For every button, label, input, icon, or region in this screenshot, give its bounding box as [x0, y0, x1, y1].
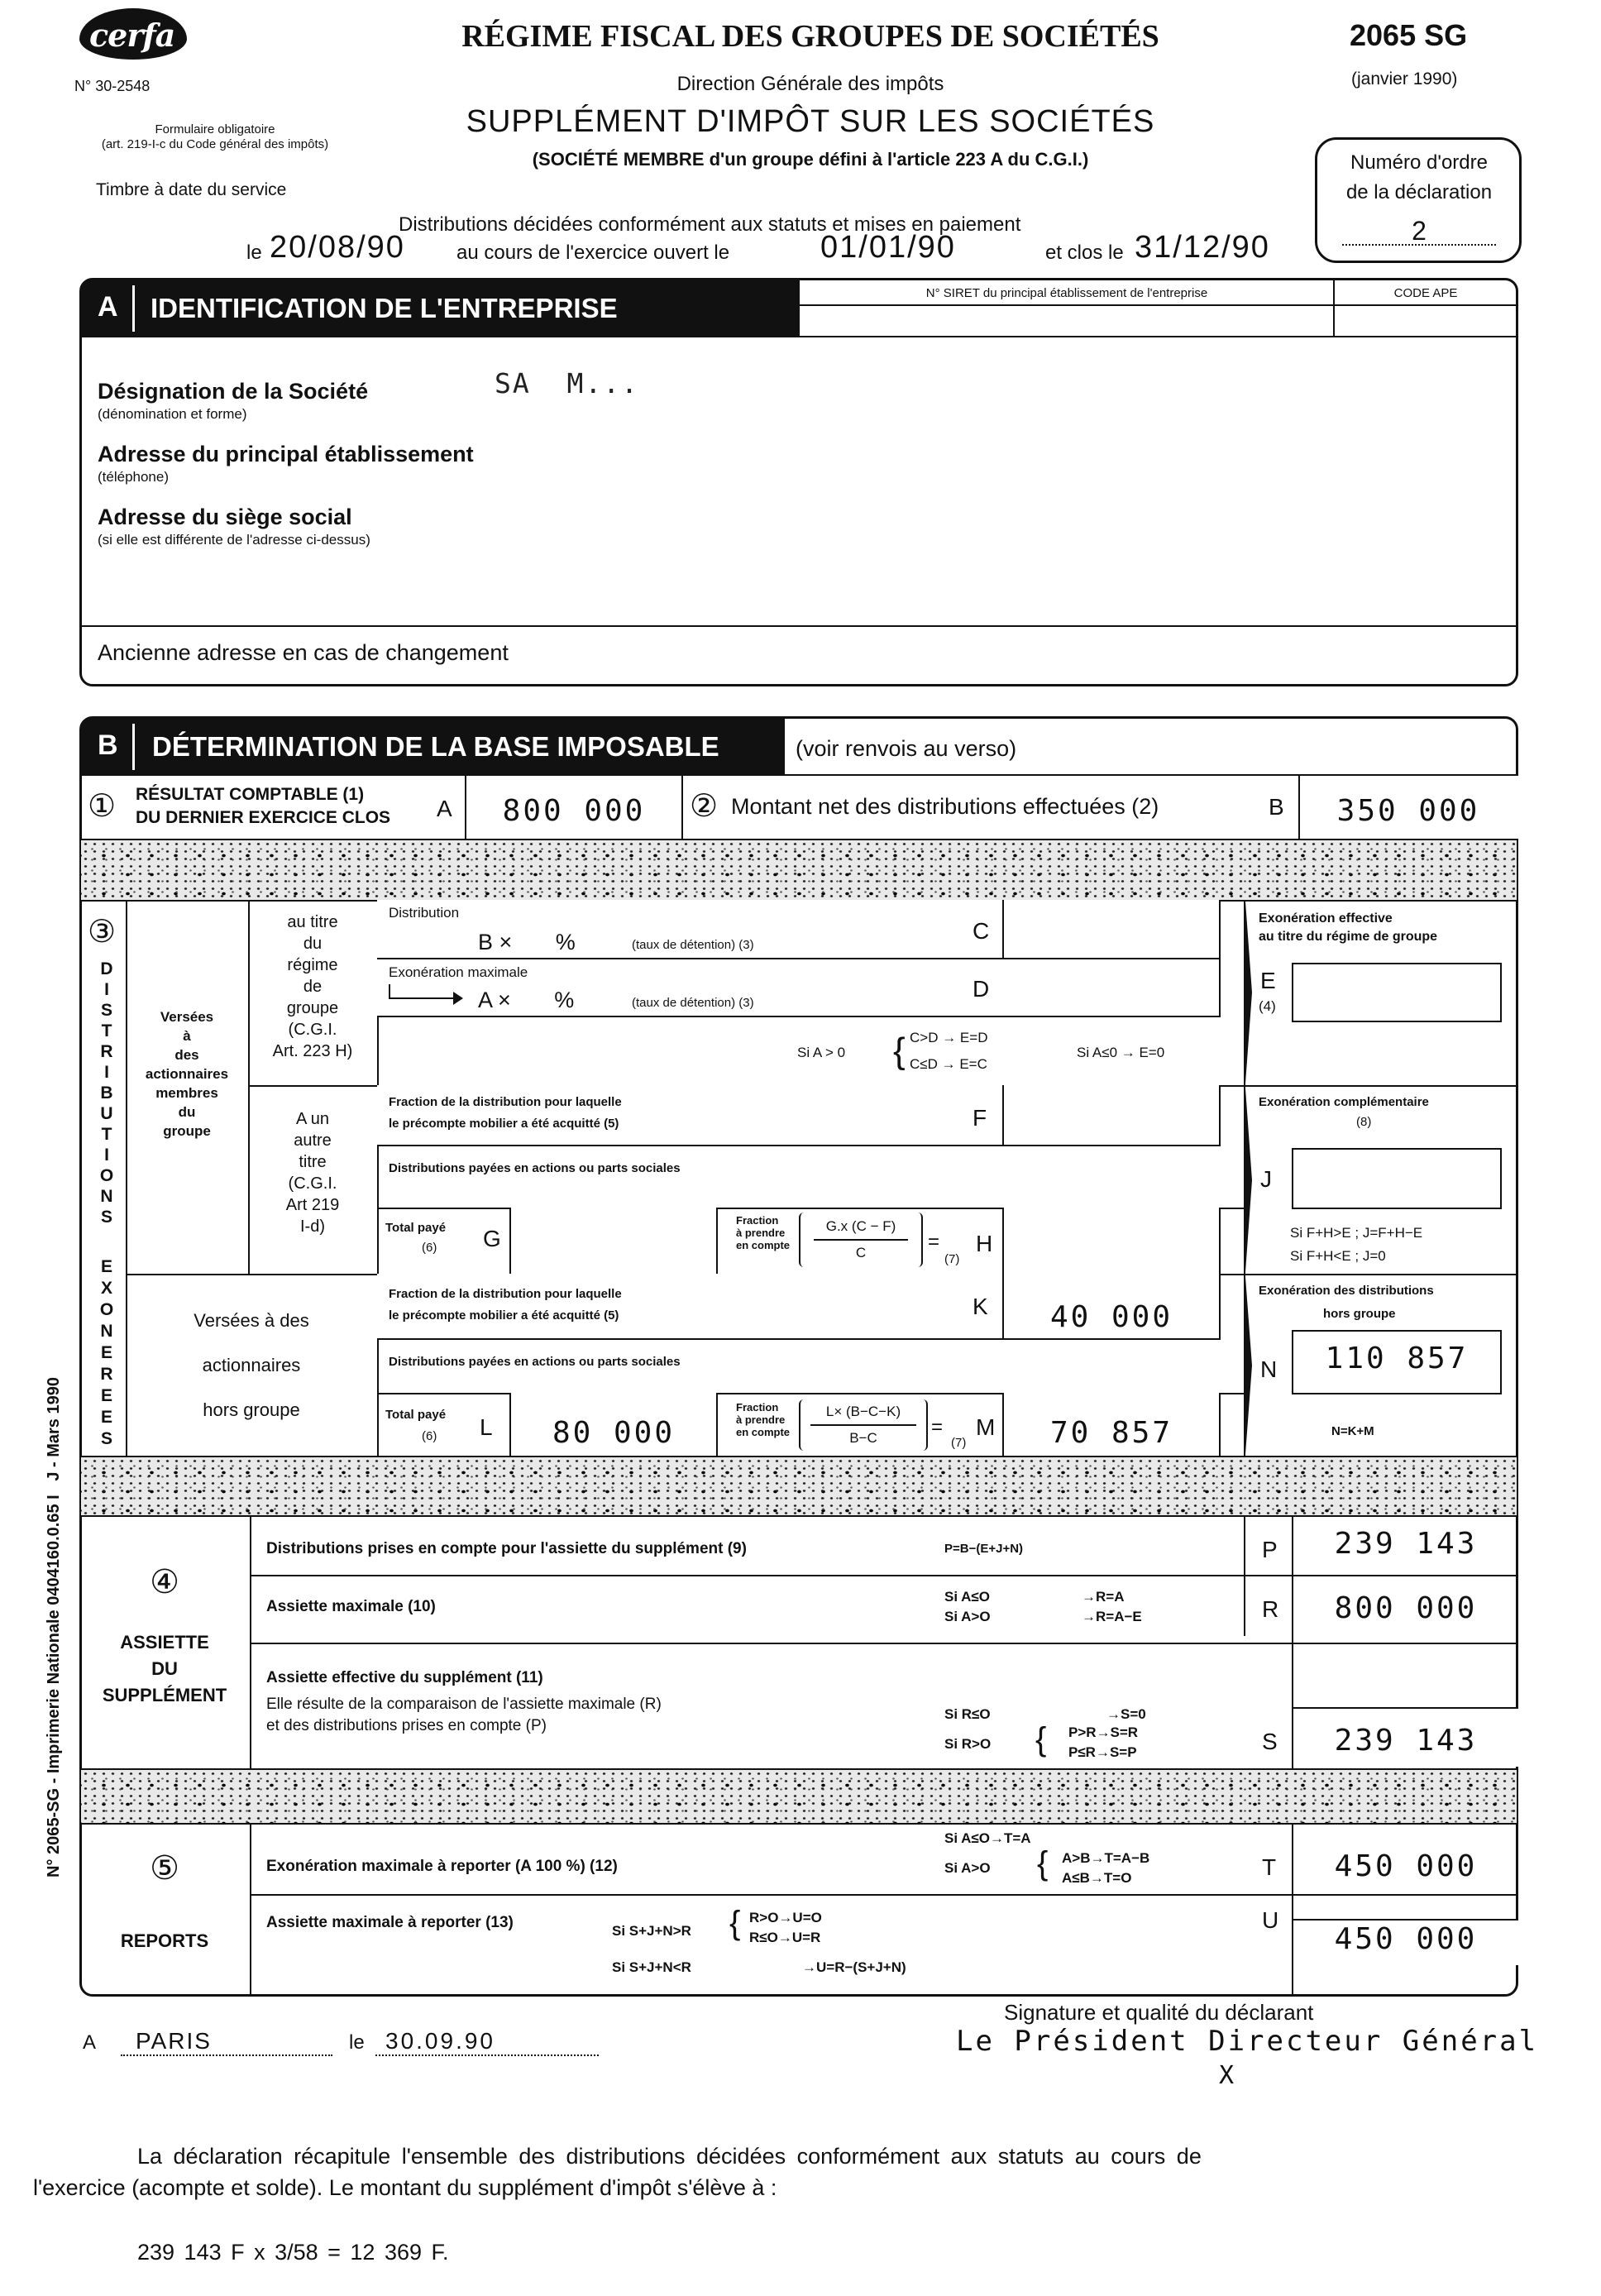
s-letter: S	[1262, 1729, 1278, 1754]
date-paiement: 20/08/90	[270, 230, 405, 265]
section-b-note: (voir renvois au verso)	[796, 736, 1017, 761]
montant-letter: B	[1269, 794, 1284, 820]
autitre-item: au titre	[287, 913, 338, 931]
note-line-2: l'exercice (acompte et solde). Le montant du supplément d'impôt s'élève à :	[33, 2175, 777, 2200]
v1-item: R	[100, 1042, 113, 1061]
p-formula: P=B−(E+J+N)	[944, 1542, 1024, 1556]
h-denominator: C	[855, 1245, 867, 1260]
j-cond-1: Si F+H>E ; J=F+H−E	[1290, 1225, 1423, 1241]
resultat-label-1: RÉSULTAT COMPTABLE (1)	[136, 785, 365, 804]
r-cond-1: Si A≤O	[944, 1589, 990, 1605]
t-cond-2: Si A>O	[944, 1860, 991, 1876]
form-title: RÉGIME FISCAL DES GROUPES DE SOCIÉTÉS	[461, 19, 1159, 54]
g-value-box[interactable]	[509, 1208, 718, 1274]
v1-item: B	[100, 1083, 113, 1103]
h-letter: H	[976, 1231, 993, 1256]
u-res-1a: R>O→U=O	[749, 1910, 822, 1925]
autitre-item: groupe	[286, 999, 339, 1017]
footer-a: A	[83, 2031, 97, 2054]
l-note: (6)	[422, 1429, 437, 1443]
cond-si-a-pos: Si A > 0	[797, 1045, 846, 1060]
timbre-label: Timbre à date du service	[96, 180, 287, 199]
exo-max-label: Exonération maximale	[389, 964, 528, 980]
resultat-letter: A	[437, 796, 452, 821]
numero-ordre-box[interactable]: Numéro d'ordre de la déclaration 2	[1315, 137, 1522, 263]
t-cond-1: Si A≤O→T=A	[944, 1830, 1031, 1846]
versees-item: Versées	[160, 1009, 214, 1025]
r-cond-2: Si A>O	[944, 1609, 991, 1624]
c-formula: B × %	[478, 930, 576, 954]
section-b-letter: B	[98, 729, 118, 761]
form-edition: (janvier 1990)	[1351, 69, 1458, 88]
v1-item: D	[100, 959, 113, 978]
r-label: Assiette maximale (10)	[266, 1598, 436, 1615]
h-fraction-label: Fraction à prendre en compte	[736, 1214, 791, 1251]
autitre-item: du	[303, 935, 323, 953]
resultat-num: ①	[88, 789, 117, 824]
cond-c-le-d: C≤D → E=C	[910, 1056, 987, 1072]
hors-item: hors groupe	[203, 1399, 300, 1420]
m-note: (7)	[951, 1436, 967, 1450]
d-letter: D	[973, 976, 990, 1002]
v1-item: S	[100, 1001, 112, 1020]
v1-item: U	[100, 1104, 113, 1123]
designation-label: Désignation de la Société	[98, 379, 369, 404]
section3-num: ③	[88, 915, 117, 949]
montant-value: 350 000	[1336, 794, 1480, 828]
footer-date[interactable]: 30.09.90	[385, 2028, 495, 2054]
v1-item: N	[100, 1187, 113, 1206]
v1-item: E	[100, 1386, 112, 1405]
adresse-siege-sub: (si elle est différente de l'adresse ci-dessus)	[98, 532, 370, 548]
hors-item: actionnaires	[202, 1355, 301, 1375]
j-value-box[interactable]	[1292, 1148, 1502, 1209]
s-res-1: →S=0	[1106, 1706, 1146, 1722]
t-res-2a: A>B→T=A−B	[1062, 1850, 1150, 1866]
designation-sub: (dénomination et forme)	[98, 406, 247, 422]
v1-item: E	[100, 1408, 112, 1427]
cond-si-a-neg: Si A≤0 → E=0	[1077, 1045, 1165, 1060]
c-taux: (taux de détention) (3)	[632, 938, 754, 952]
u-res-1b: R≤O→U=R	[749, 1930, 821, 1945]
date-clos: 31/12/90	[1135, 230, 1270, 265]
h-value-box[interactable]	[1002, 1208, 1221, 1274]
designation-value[interactable]: SA M...	[495, 367, 639, 399]
montant-label: Montant net des distributions effectuées (2)	[731, 794, 1159, 819]
u-value: 450 000	[1334, 1922, 1478, 1956]
autitre-item: Art. 223 H)	[272, 1042, 353, 1060]
v1-item: T	[101, 1125, 112, 1144]
u-cond-2: Si S+J+N<R	[612, 1959, 691, 1975]
t-res-2b: A≤B→T=O	[1062, 1870, 1132, 1886]
v1-item: S	[100, 1208, 112, 1227]
exo-comp-note: (8)	[1356, 1115, 1372, 1129]
payees-actions-hors-label: Distributions payées en actions ou parts sociales	[389, 1355, 681, 1369]
signature-label: Signature et qualité du déclarant	[1004, 2000, 1314, 2025]
versees-item: du	[178, 1104, 196, 1120]
fraction-f-label-1: Fraction de la distribution pour laquelle	[389, 1095, 622, 1109]
subtitle-membre: (SOCIÉTÉ MEMBRE d'un groupe défini à l'article 223 A du C.G.I.)	[532, 149, 1089, 170]
fraction-k-label-1: Fraction de la distribution pour laquelle	[389, 1287, 622, 1301]
formulaire-article: (art. 219-I-c du Code général des impôts)	[101, 137, 329, 151]
u-label: Assiette maximale à reporter (13)	[266, 1914, 514, 1931]
v1-item: I	[104, 1146, 109, 1165]
s-res-2a: P>R→S=R	[1068, 1724, 1139, 1740]
siret-label: N° SIRET du principal établissement de l'entreprise	[925, 286, 1208, 300]
m-value: 70 857	[1049, 1416, 1173, 1450]
section-a-letter: A	[98, 291, 118, 323]
autre-item: (C.G.I.	[288, 1174, 337, 1193]
section4-num: ④	[150, 1564, 179, 1600]
n-value: 110 857	[1325, 1342, 1469, 1375]
v1-item: O	[99, 1166, 114, 1185]
v1-item: O	[99, 1300, 114, 1319]
total-paye-l-label: Total payé	[385, 1408, 447, 1422]
v1-item: S	[100, 1429, 112, 1448]
exercice-ouvert-label: au cours de l'exercice ouvert le	[456, 242, 730, 264]
autitre-item: (C.G.I.	[288, 1021, 337, 1039]
autitre-item: régime	[287, 956, 338, 974]
r-res-1: →R=A	[1082, 1589, 1125, 1605]
p-letter: P	[1262, 1537, 1278, 1562]
d-taux: (taux de détention) (3)	[632, 996, 754, 1010]
v1-item: N	[100, 1322, 113, 1341]
note-line-1: La déclaration récapitule l'ensemble des distributions décidées conformément aux statuts au cours de	[137, 2144, 1202, 2169]
exo-effective-label-2: au titre du régime de groupe	[1259, 930, 1438, 944]
v1-item: I	[104, 980, 109, 999]
s-cond-2: Si R>O	[944, 1736, 992, 1752]
paiement-le: le	[246, 242, 262, 264]
fraction-k-label-2: le précompte mobilier a été acquitté (5)	[389, 1308, 619, 1323]
versees-item: des	[174, 1047, 199, 1063]
m-numerator: L× (B−C−K)	[825, 1404, 901, 1419]
section5-num: ⑤	[150, 1850, 179, 1887]
c-letter: C	[973, 918, 990, 944]
section-a-title: IDENTIFICATION DE L'ENTREPRISE	[151, 293, 618, 323]
j-letter: J	[1260, 1166, 1272, 1192]
section4-title: ASSIETTE DU SUPPLÉMENT	[102, 1632, 227, 1705]
adresse-principal-label: Adresse du principal établissement	[98, 442, 474, 466]
n-formula: N=K+M	[1331, 1424, 1374, 1438]
shaded-band-2	[81, 1457, 1517, 1515]
s-desc-1: Elle résulte de la comparaison de l'assiette maximale (R)	[266, 1696, 662, 1713]
autre-item: A un	[295, 1110, 330, 1128]
adresse-siege-label: Adresse du siège social	[98, 505, 352, 529]
cerfa-logo: cerfa	[79, 8, 187, 60]
section5-title: REPORTS	[120, 1930, 209, 1951]
p-label: Distributions prises en compte pour l'assiette du supplément (9)	[266, 1540, 747, 1557]
v1-item: X	[100, 1279, 112, 1298]
g-note: (6)	[422, 1241, 437, 1255]
cond-c-gt-d: C>D → E=D	[910, 1030, 988, 1045]
side-print-text: N° 2065-SG - Imprimerie Nationale 0404160.0.65 I J - Mars 1990	[45, 1377, 63, 1877]
u-letter: U	[1262, 1907, 1279, 1933]
form-code: 2065 SG	[1350, 18, 1468, 52]
s-desc-2: et des distributions prises en compte (P)	[266, 1717, 547, 1734]
k-letter: K	[973, 1294, 988, 1319]
g-letter: G	[483, 1226, 501, 1251]
section-b-title: DÉTERMINATION DE LA BASE IMPOSABLE	[152, 731, 719, 762]
s-label: Assiette effective du supplément (11)	[266, 1669, 543, 1686]
e-note: (4)	[1259, 998, 1276, 1014]
h-numerator: G.x (C − F)	[825, 1218, 896, 1234]
date-ouvert: 01/01/90	[820, 230, 956, 265]
u-cond-1: Si S+J+N>R	[612, 1923, 691, 1939]
s-value: 239 143	[1334, 1724, 1478, 1758]
d-value-field[interactable]	[1004, 961, 1219, 1016]
l-letter: L	[480, 1414, 493, 1440]
subtitle: SUPPLÉMENT D'IMPÔT SUR LES SOCIÉTÉS	[466, 104, 1155, 139]
form-number: N° 30-2548	[74, 78, 151, 94]
autitre-item: de	[303, 978, 323, 996]
ancienne-adresse-label: Ancienne adresse en cas de changement	[98, 640, 509, 665]
shaded-band-1	[81, 840, 1517, 900]
hors-item: Versées à des	[194, 1310, 309, 1331]
exo-max-arrow	[389, 984, 390, 997]
v1-item: E	[100, 1343, 112, 1362]
c-value-field[interactable]	[1004, 902, 1219, 958]
f-letter: F	[973, 1105, 987, 1131]
autre-item: Art 219	[285, 1196, 340, 1214]
adresse-principal-sub: (téléphone)	[98, 469, 170, 485]
versees-item: membres	[155, 1085, 218, 1101]
footer-le: le	[349, 2031, 365, 2054]
s-cond-1: Si R≤O	[944, 1706, 991, 1722]
versees-item: à	[183, 1028, 191, 1044]
e-value-box[interactable]	[1292, 963, 1502, 1022]
m-letter: M	[976, 1414, 996, 1440]
direction-label: Direction Générale des impôts	[676, 73, 944, 95]
exo-effective-label-1: Exonération effective	[1259, 911, 1393, 926]
d-formula: A × %	[478, 988, 575, 1012]
et-clos-label: et clos le	[1045, 242, 1124, 264]
s-res-2b: P≤R→S=P	[1068, 1744, 1137, 1760]
total-paye-label: Total payé	[385, 1221, 447, 1235]
e-letter: E	[1260, 968, 1276, 993]
resultat-value: 800 000	[502, 794, 646, 828]
k-value[interactable]: 40 000	[1049, 1300, 1173, 1334]
m-fraction-label: Fraction à prendre en compte	[736, 1401, 791, 1438]
fraction-f-label-2: le précompte mobilier a été acquitté (5)	[389, 1117, 619, 1131]
u-res-2: →U=R−(S+J+N)	[802, 1959, 906, 1975]
exo-hors-label-2: hors groupe	[1323, 1307, 1396, 1321]
versees-item: actionnaires	[145, 1066, 229, 1082]
autre-item: titre	[299, 1153, 327, 1171]
h-note: (7)	[944, 1252, 960, 1266]
l-value: 80 000	[552, 1416, 676, 1450]
r-value[interactable]: 800 000	[1334, 1591, 1478, 1625]
t-letter: T	[1262, 1854, 1277, 1880]
numero-ordre-value: 2	[1412, 216, 1427, 246]
shaded-band-3	[81, 1770, 1517, 1823]
footer-city[interactable]: PARIS	[136, 2028, 212, 2054]
note-calc: 239 143 F x 3/58 = 12 369 F.	[137, 2240, 449, 2265]
versees-item: groupe	[163, 1123, 211, 1139]
j-cond-2: Si F+H<E ; J=0	[1290, 1248, 1386, 1264]
r-letter: R	[1262, 1596, 1279, 1622]
formulaire-obligatoire: Formulaire obligatoire	[155, 122, 275, 136]
montant-num: ②	[690, 789, 719, 824]
exo-hors-label-1: Exonération des distributions	[1259, 1284, 1434, 1298]
r-res-2: →R=A−E	[1082, 1609, 1142, 1624]
distribution-label: Distribution	[389, 905, 460, 921]
m-denominator: B−C	[849, 1430, 877, 1446]
distributions-line: Distributions décidées conformément aux statuts et mises en paiement	[399, 213, 1021, 236]
p-value[interactable]: 239 143	[1334, 1527, 1478, 1561]
ape-label: CODE APE	[1393, 286, 1458, 300]
ape-field[interactable]	[1335, 306, 1517, 336]
payees-actions-label: Distributions payées en actions ou parts sociales	[389, 1161, 681, 1175]
f-value-field[interactable]	[1004, 1087, 1219, 1145]
t-label: Exonération maximale à reporter (A 100 %) (12)	[266, 1858, 618, 1875]
siret-field[interactable]	[800, 306, 1333, 336]
autre-item: autre	[294, 1131, 332, 1150]
v1-item: T	[101, 1021, 112, 1040]
signature-value[interactable]: Le Président Directeur Général	[956, 2025, 1539, 2058]
signature-mark: X	[1219, 2061, 1235, 2090]
resultat-label-2: DU DERNIER EXERCICE CLOS	[136, 808, 391, 827]
v1-item: I	[104, 1063, 109, 1082]
autre-item: I-d)	[300, 1217, 325, 1236]
v1-item: R	[100, 1365, 113, 1384]
v1-item: E	[100, 1257, 112, 1276]
exo-comp-label: Exonération complémentaire	[1259, 1095, 1429, 1109]
t-value[interactable]: 450 000	[1334, 1849, 1478, 1883]
n-letter: N	[1260, 1356, 1278, 1382]
